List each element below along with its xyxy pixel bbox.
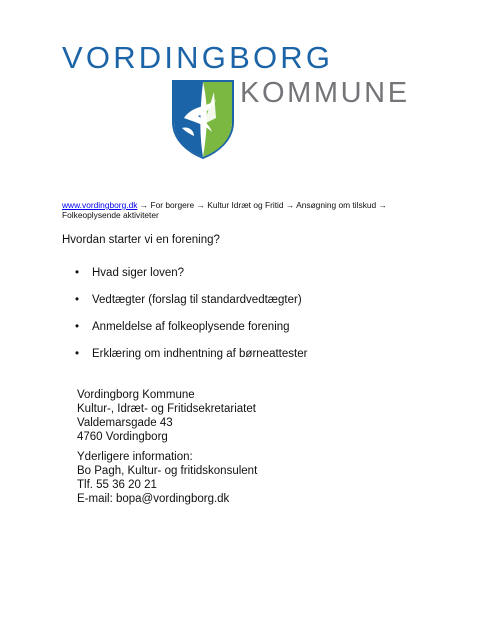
bullet-icon: • bbox=[75, 267, 80, 279]
breadcrumb-link[interactable]: www.vordingborg.dk bbox=[62, 200, 138, 210]
contact-block bbox=[77, 450, 257, 506]
address-block bbox=[77, 388, 256, 444]
bullet-icon: • bbox=[75, 348, 80, 360]
bullet-icon: • bbox=[75, 294, 80, 306]
logo-text-kommune: KOMMUNE bbox=[240, 77, 410, 109]
list-item: • Anmeldelse af folkeoplysende forening bbox=[75, 321, 290, 333]
contact-line: Tlf. 55 36 20 21 bbox=[77, 479, 157, 491]
contact-line: Bo Pagh, Kultur- og fritidskonsulent bbox=[77, 465, 258, 477]
address-line: Kultur-, Idræt- og Fritidsekretariatet bbox=[77, 403, 256, 415]
bullet-icon: • bbox=[75, 321, 80, 333]
coat-of-arms-icon bbox=[170, 78, 236, 160]
address-line: 4760 Vordingborg bbox=[77, 431, 168, 443]
contact-line: Yderligere information: bbox=[77, 451, 193, 463]
list-item: • Vedtægter (forslag til standardvedtægter) bbox=[75, 294, 302, 306]
section-heading: Hvordan starter vi en forening? bbox=[62, 234, 220, 246]
address-line: Valdemarsgade 43 bbox=[77, 417, 173, 429]
breadcrumb-path: → For borgere → Kultur Idræt og Fritid → Ansøgning om tilskud → Folkeoplysende aktiviteter bbox=[62, 200, 387, 220]
address-line: Vordingborg Kommune bbox=[77, 389, 195, 401]
contact-line: E-mail: bopa@vordingborg.dk bbox=[77, 493, 230, 505]
logo-text-vordingborg: VORDINGBORG bbox=[62, 40, 334, 75]
bullet-list bbox=[75, 266, 307, 374]
list-item: • Hvad siger loven? bbox=[75, 267, 185, 279]
breadcrumb bbox=[62, 200, 402, 220]
list-item: • Erklæring om indhentning af børneattester bbox=[75, 348, 308, 360]
